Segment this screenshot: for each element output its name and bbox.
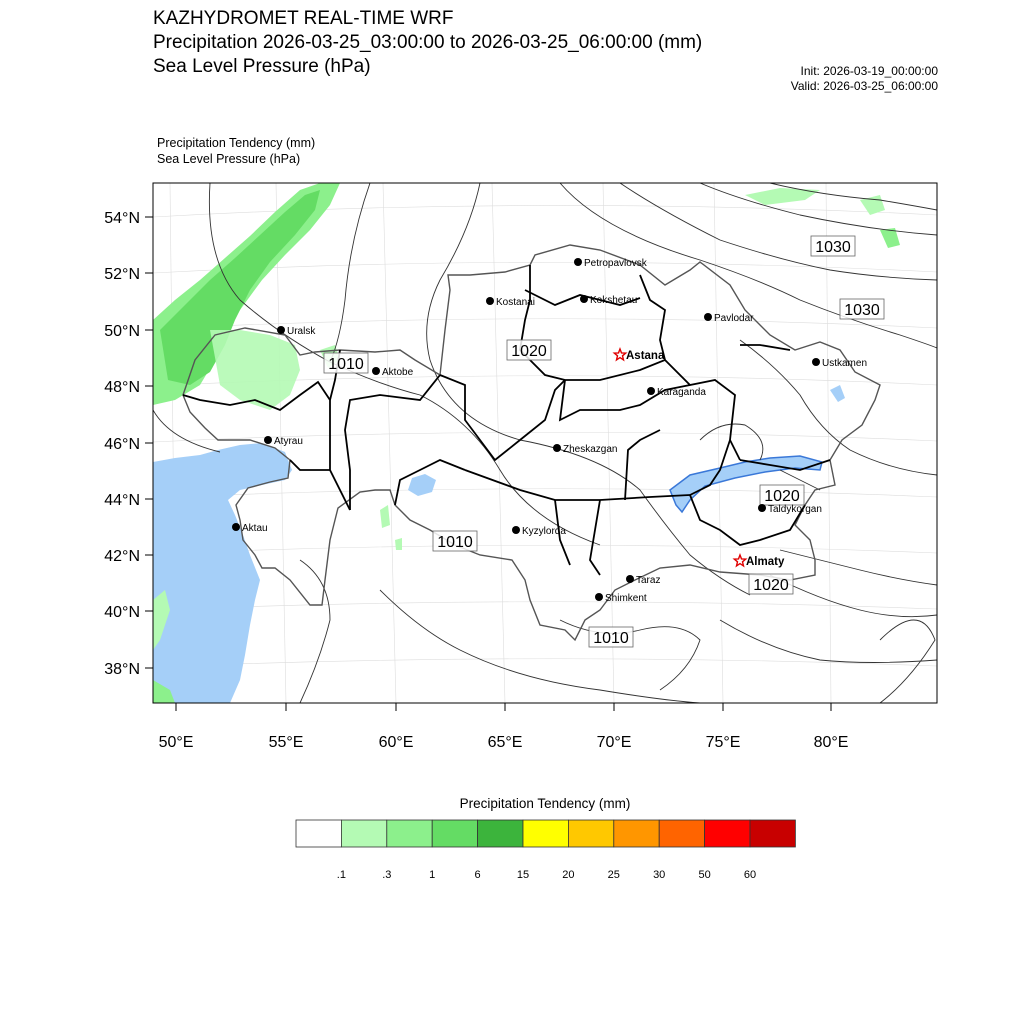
city-label: Aktau xyxy=(242,523,268,534)
legend-swatch xyxy=(659,820,704,847)
subtitle-precip: Precipitation Tendency (mm) xyxy=(157,136,316,150)
init-time: Init: 2026-03-19_00:00:00 xyxy=(800,64,938,78)
legend-tick-label: 25 xyxy=(607,869,620,881)
legend-tick-label: 30 xyxy=(653,869,666,881)
city-dot xyxy=(372,367,380,375)
isobar-label: 1010 xyxy=(437,534,473,551)
city-label: Pavlodar xyxy=(714,313,754,324)
legend-tick-label: .3 xyxy=(382,869,392,881)
legend-swatch xyxy=(750,820,795,847)
city-label: Taraz xyxy=(636,575,661,586)
lat-tick-label: 52°N xyxy=(104,266,140,283)
city-label: Ustkamen xyxy=(822,358,868,369)
legend-swatch xyxy=(478,820,523,847)
legend-swatch xyxy=(296,820,341,847)
lat-tick-label: 46°N xyxy=(104,436,140,453)
city-label: Atyrau xyxy=(274,436,303,447)
city-dot xyxy=(812,358,820,366)
slp-title: Sea Level Pressure (hPa) xyxy=(153,56,371,77)
city-label: Karaganda xyxy=(657,387,706,398)
city-label: Almaty xyxy=(746,556,785,568)
city-dot xyxy=(232,523,240,531)
city-dot xyxy=(574,258,582,266)
lat-tick-label: 38°N xyxy=(104,661,140,678)
lon-tick-label: 65°E xyxy=(487,734,523,751)
region-borders xyxy=(183,265,830,575)
city-label: Zheskazgan xyxy=(563,444,618,455)
capital-star-icon xyxy=(614,349,625,360)
zaysan-lake xyxy=(830,385,845,402)
city-dot xyxy=(486,297,494,305)
city-dot xyxy=(647,387,655,395)
city-label: Taldykorgan xyxy=(768,504,822,515)
city-label: Shimkent xyxy=(605,593,647,604)
legend-swatch xyxy=(432,820,477,847)
city-dot xyxy=(595,593,603,601)
legend-swatch xyxy=(387,820,432,847)
valid-time: Valid: 2026-03-25_06:00:00 xyxy=(790,79,938,93)
capital-star-icon xyxy=(734,555,745,566)
lon-tick-label: 75°E xyxy=(705,734,741,751)
aral-sea xyxy=(408,474,436,496)
city-label: Astana xyxy=(626,350,665,362)
city-dot xyxy=(264,436,272,444)
lon-tick-label: 70°E xyxy=(596,734,632,751)
legend-colorbar xyxy=(296,820,795,847)
lat-tick-label: 44°N xyxy=(104,492,140,509)
city-label: Kyzylorda xyxy=(522,526,566,537)
city-label: Uralsk xyxy=(287,326,316,337)
legend-tick-labels xyxy=(337,869,756,881)
isobar-label: 1030 xyxy=(815,239,851,256)
legend-tick-label: 6 xyxy=(474,869,481,881)
legend-tick-label: .1 xyxy=(336,869,346,881)
city-dot xyxy=(553,444,561,452)
city-dot xyxy=(512,526,520,534)
map-title: KAZHYDROMET REAL-TIME WRF xyxy=(153,8,454,29)
precip-period-title: Precipitation 2026-03-25_03:00:00 to 2026-03-25_06:00:00 (mm) xyxy=(153,32,703,53)
city-dot xyxy=(277,326,285,334)
lat-tick-label: 54°N xyxy=(104,210,140,227)
legend-tick-label: 1 xyxy=(429,869,436,881)
longitude-axis xyxy=(159,703,849,751)
lon-tick-label: 50°E xyxy=(158,734,194,751)
legend-title: Precipitation Tendency (mm) xyxy=(459,796,631,811)
legend-swatch xyxy=(523,820,568,847)
lon-tick-label: 80°E xyxy=(813,734,849,751)
legend-swatch xyxy=(614,820,659,847)
lon-tick-label: 60°E xyxy=(378,734,414,751)
city-dot xyxy=(704,313,712,321)
precip-field xyxy=(153,183,900,703)
legend-tick-label: 60 xyxy=(743,869,757,881)
isobar-label: 1010 xyxy=(593,630,629,647)
legend-swatch xyxy=(705,820,750,847)
legend-tick-label: 50 xyxy=(698,869,711,881)
legend-tick-label: 20 xyxy=(562,869,575,881)
isobar-label: 1020 xyxy=(764,488,800,505)
isobar-label: 1020 xyxy=(511,343,547,360)
city-label: Kokshetau xyxy=(590,295,638,306)
city-label: Petropavlovsk xyxy=(584,258,647,269)
lat-tick-label: 42°N xyxy=(104,548,140,565)
city-label: Kostanai xyxy=(496,297,535,308)
isobar-label: 1030 xyxy=(844,302,880,319)
isobar-label: 1010 xyxy=(328,356,364,373)
isobar-label: 1020 xyxy=(753,577,789,594)
lat-tick-label: 48°N xyxy=(104,379,140,396)
city-dot xyxy=(758,504,766,512)
legend-tick-label: 15 xyxy=(516,869,530,881)
legend-swatch xyxy=(341,820,386,847)
legend-swatch xyxy=(568,820,613,847)
lat-tick-label: 40°N xyxy=(104,604,140,621)
subtitle-slp: Sea Level Pressure (hPa) xyxy=(157,152,301,166)
lon-tick-label: 55°E xyxy=(268,734,304,751)
lat-tick-label: 50°N xyxy=(104,323,140,340)
city-label: Aktobe xyxy=(382,367,414,378)
city-dot xyxy=(580,295,588,303)
city-dot xyxy=(626,575,634,583)
latitude-axis xyxy=(104,210,153,678)
city-markers xyxy=(232,258,867,604)
